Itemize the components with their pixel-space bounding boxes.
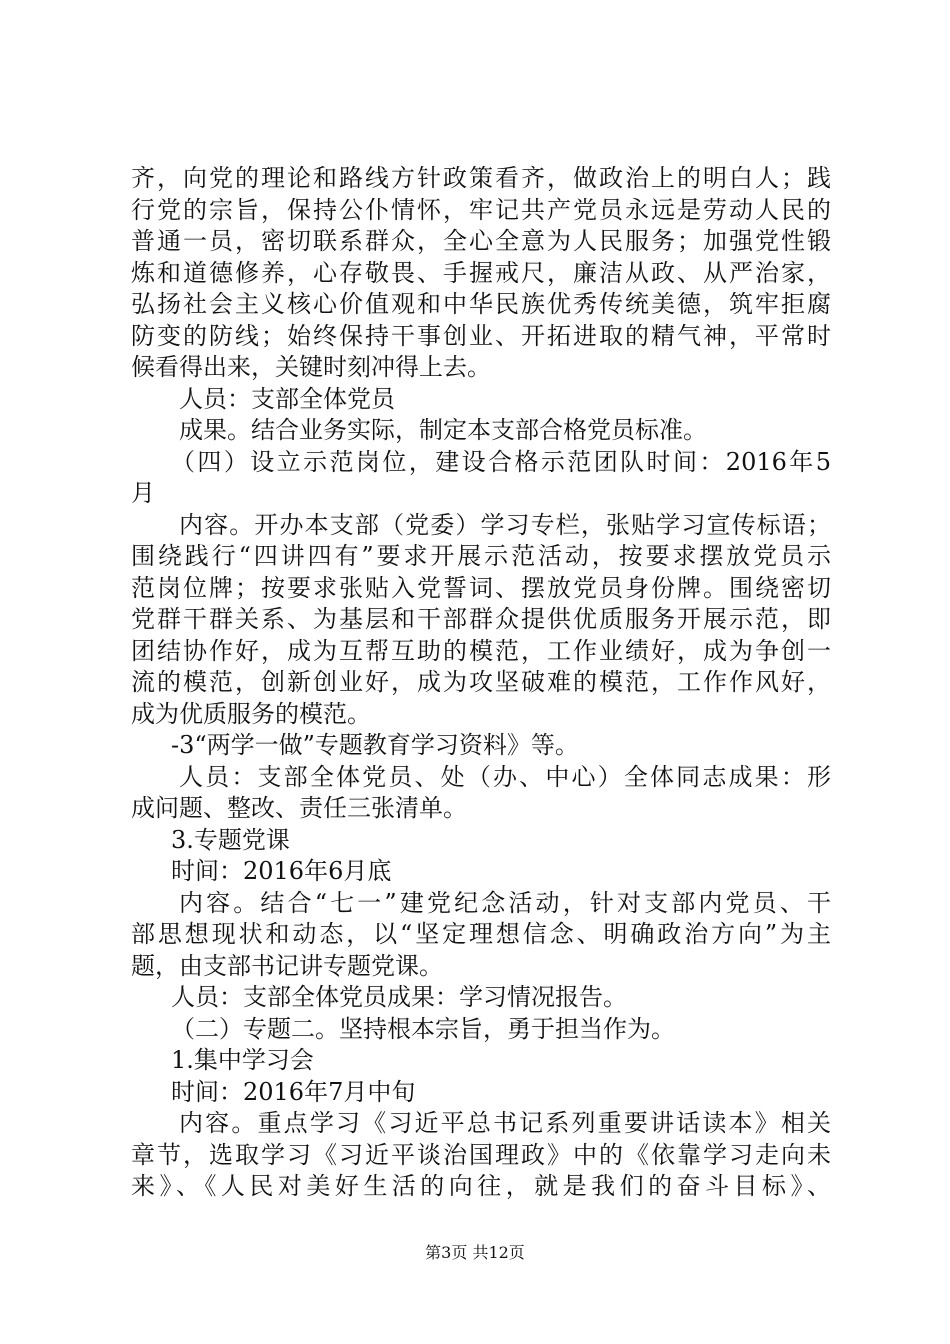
paragraph-line: 党群干群关系、为基层和干部群众提供优质服务开展示范，即 [131, 605, 831, 633]
paragraph-line: 内容。结合“七一”建党纪念活动，针对支部内党员、干 [179, 888, 831, 917]
paragraph-line: 时间：2016年6月底 [171, 857, 392, 885]
paragraph-line: 成果。结合业务实际，制定本支部合格党员标准。 [179, 416, 707, 444]
paragraph-line: 团结协作好，成为互帮互助的模范，工作业绩好，成为争创一 [131, 636, 831, 665]
paragraph-line: 行党的宗旨，保持公仆情怀，牢记共产党员永远是劳动人民的 [131, 195, 831, 224]
paragraph-line: 人员：支部全体党员、处（办、中心）全体同志成果：形 [179, 762, 831, 791]
paragraph-line: 章节，选取学习《习近平谈治国理政》中的《依靠学习走向未 [131, 1140, 831, 1169]
paragraph-line: 内容。开办本支部（党委）学习专栏，张贴学习宣传标语； [179, 510, 831, 539]
paragraph-line: 成问题、整改、责任三张清单。 [131, 794, 467, 822]
paragraph-line: 炼和道德修养，心存敬畏、手握戒尺，廉洁从政、从严治家， [131, 258, 831, 287]
paragraph-line: 内容。重点学习《习近平总书记系列重要讲话读本》相关 [179, 1109, 831, 1137]
page-footer: 第3页 共12页 [425, 1243, 525, 1262]
paragraph-line: 月 [131, 479, 155, 507]
paragraph-line: 弘扬社会主义核心价值观和中华民族优秀传统美德，筑牢拒腐 [131, 290, 831, 318]
paragraph-line: 围绕践行“四讲四有”要求开展示范活动，按要求摆放党员示 [131, 542, 831, 570]
paragraph-line: 成为优质服务的模范。 [131, 699, 371, 728]
section-heading: 1.集中学习会 [171, 1046, 314, 1074]
document-body [131, 163, 831, 1203]
paragraph-line: 人员：支部全体党员成果：学习情况报告。 [171, 983, 627, 1011]
paragraph-line: 流的模范，创新创业好，成为攻坚破难的模范，工作作风好， [131, 668, 831, 696]
paragraph-line: 时间：2016年7月中旬 [171, 1077, 416, 1106]
paragraph-line: 齐，向党的理论和路线方针政策看齐，做政治上的明白人；践 [131, 164, 831, 192]
paragraph-line: 题，由支部书记讲专题党课。 [131, 951, 443, 980]
paragraph-line: 部思想现状和动态，以“坚定理想信念、明确政治方向”为主 [131, 920, 831, 948]
paragraph-line: 范岗位牌；按要求张贴入党誓词、摆放党员身份牌。围绕密切 [131, 573, 831, 602]
paragraph-line: -3“两学一做”专题教育学习资料》等。 [171, 731, 579, 759]
section-heading: （四）设立示范岗位，建设合格示范团队时间：2016年5 [171, 447, 831, 476]
paragraph-line: 来》、《人民对美好生活的向往，就是我们的奋斗目标》、 [131, 1172, 831, 1200]
section-heading: （二）专题二。坚持根本宗旨，勇于担当作为。 [171, 1014, 675, 1043]
paragraph-line: 防变的防线；始终保持干事创业、开拓进取的精气神，平常时 [131, 321, 831, 350]
paragraph-line: 候看得出来，关键时刻冲得上去。 [131, 353, 491, 381]
paragraph-line: 人员：支部全体党员 [179, 384, 395, 413]
paragraph-line: 普通一员，密切联系群众，全心全意为人民服务；加强党性锻 [131, 227, 831, 255]
section-heading: 3.专题党课 [171, 825, 290, 854]
